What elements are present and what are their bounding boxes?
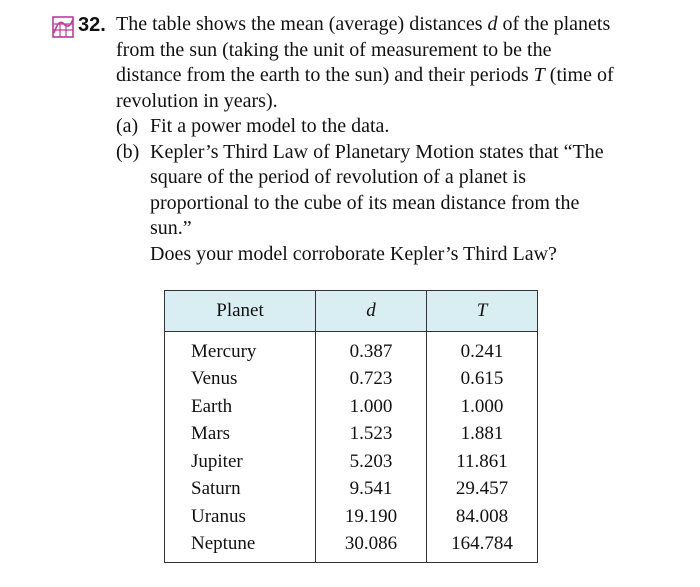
table-header-row (165, 291, 538, 332)
table-row (165, 332, 538, 366)
period-value: 0.241 (427, 332, 538, 366)
problem-intro: The table shows the mean (average) distances d of the planets from the sun (taking the unit of measurement to be the distance from the earth to the sun) and their periods T (time of revolution in years). (116, 13, 614, 112)
part-b (116, 140, 616, 242)
table-row (165, 448, 538, 476)
part-b-text: Kepler’s Third Law of Planetary Motion states that “The square of the period of revolution of a planet is proportional to the cube of its mean distance from the sun.” (150, 140, 604, 239)
distance-value: 9.541 (316, 476, 427, 504)
period-value: 1.000 (427, 393, 538, 421)
planet-name: Mercury (165, 332, 316, 366)
planet-name: Venus (165, 366, 316, 394)
period-value: 1.881 (427, 421, 538, 449)
planet-name: Earth (165, 393, 316, 421)
period-value: 0.615 (427, 366, 538, 394)
distance-value: 1.000 (316, 393, 427, 421)
part-a-label: (a) (116, 115, 139, 137)
table-row (165, 531, 538, 563)
planet-data-table (164, 290, 538, 563)
table-row (165, 421, 538, 449)
period-value: 29.457 (427, 476, 538, 504)
problem-text (116, 12, 616, 267)
distance-value: 30.086 (316, 531, 427, 563)
table-row (165, 503, 538, 531)
header-d: d (316, 291, 427, 332)
part-a-text: Fit a power model to the data. (150, 115, 390, 137)
problem-number: 32. (78, 14, 106, 36)
period-value: 84.008 (427, 503, 538, 531)
table-row (165, 476, 538, 504)
distance-value: 19.190 (316, 503, 427, 531)
distance-value: 5.203 (316, 448, 427, 476)
planet-name: Saturn (165, 476, 316, 504)
part-b-question: Does your model corroborate Kepler’s Third Law? (150, 242, 557, 265)
part-b-label: (b) (116, 140, 140, 163)
distance-value: 0.387 (316, 332, 427, 366)
table-row (165, 366, 538, 394)
header-t: T (427, 291, 538, 332)
period-value: 11.861 (427, 448, 538, 476)
planet-name: Neptune (165, 531, 316, 563)
distance-value: 1.523 (316, 421, 427, 449)
planet-name: Jupiter (165, 448, 316, 476)
graphing-calculator-icon (52, 16, 74, 38)
table-row (165, 393, 538, 421)
planet-name: Mars (165, 421, 316, 449)
part-a (116, 114, 616, 140)
header-planet: Planet (165, 291, 316, 332)
distance-value: 0.723 (316, 366, 427, 394)
planet-name: Uranus (165, 503, 316, 531)
period-value: 164.784 (427, 531, 538, 563)
